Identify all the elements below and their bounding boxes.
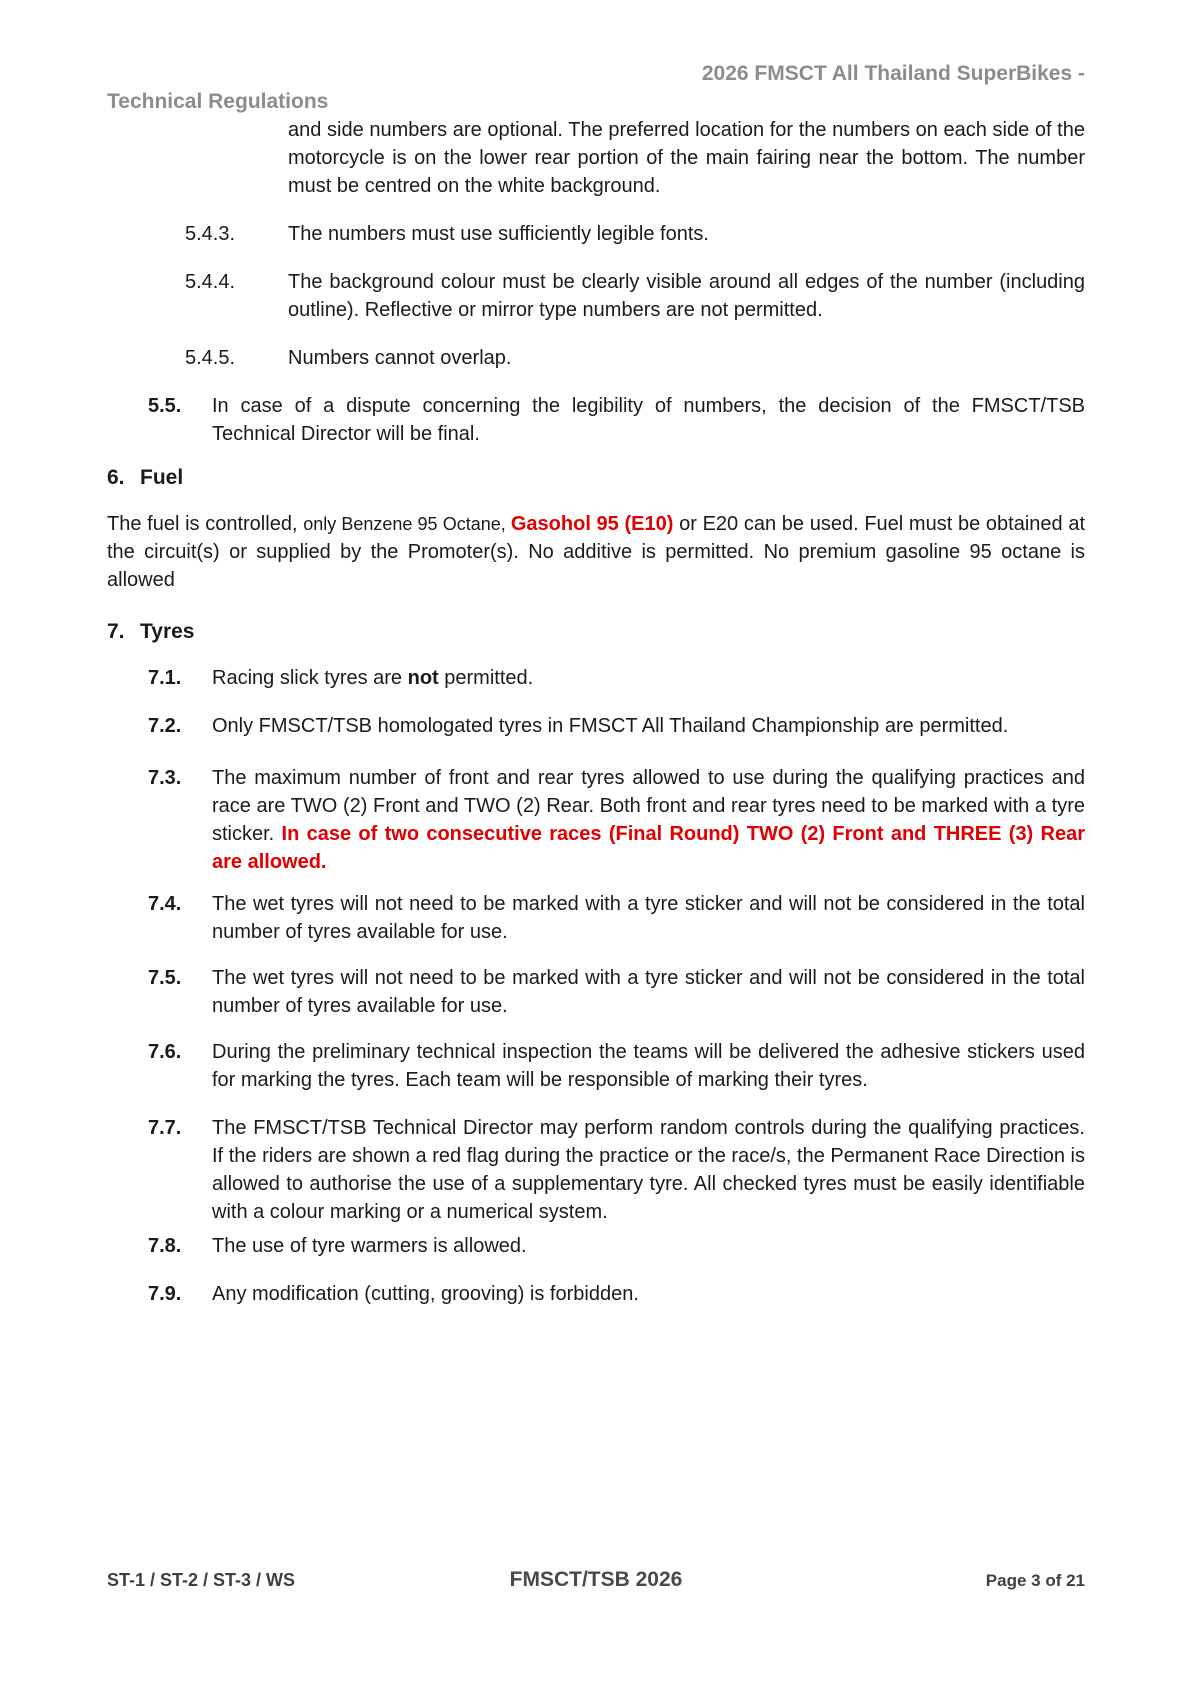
item-text: The FMSCT/TSB Technical Director may perform random controls during the qualifying practices. If the riders are shown a red flag during the practice or the race/s, the Permanent Race Direction is allowed to authorise the use of a supplementary tyre. All checked tyres must be easily identifiable with a colour marking or a numerical system. xyxy=(212,1117,1085,1223)
footer-page-number: Page 3 of 21 xyxy=(985,1571,1085,1590)
regulation-item-5-5 xyxy=(107,392,1085,448)
footer-classes: ST-1 / ST-2 / ST-3 / WS xyxy=(107,1570,296,1590)
paragraph-continuation: and side numbers are optional. The preferred location for the numbers on each side of the motorcycle is on the lower rear portion of the main fairing near the bottom. The number must be centred on the white background. xyxy=(288,119,1085,197)
regulation-item-7-3 xyxy=(107,764,1085,876)
item-number: 7.1. xyxy=(148,667,182,689)
regulation-item-7-8 xyxy=(107,1232,1085,1260)
item-text: The wet tyres will not need to be marked with a tyre sticker and will not be considered in the total number of tyres available for use. xyxy=(212,893,1085,943)
item-text: Only FMSCT/TSB homologated tyres in FMSCT All Thailand Championship are permitted. xyxy=(212,715,1009,737)
regulation-item-5-4-3 xyxy=(107,220,1085,248)
regulation-item-7-5 xyxy=(107,964,1085,1020)
item-number: 7.2. xyxy=(148,715,182,737)
regulation-item-5-4-5 xyxy=(107,344,1085,372)
item-text: The numbers must use sufficiently legible fonts. xyxy=(288,223,709,245)
item-text: Numbers cannot overlap. xyxy=(288,347,512,369)
item-text: The wet tyres will not need to be marked with a tyre sticker and will not be considered in the total number of tyres available for use. xyxy=(212,967,1085,1017)
section-title: Fuel xyxy=(140,466,184,489)
item-text: In case of a dispute concerning the legibility of numbers, the decision of the FMSCT/TSB Technical Director will be final. xyxy=(212,395,1085,445)
item-number: 7.3. xyxy=(148,767,182,789)
item-number: 5.4.3. xyxy=(185,223,236,245)
paragraph-fuel: The fuel is controlled, only Benzene 95 Octane, Gasohol 95 (E10) or E20 can be used. Fuel must be obtained at the circuit(s) or supplied by the Promoter(s). No additive is permitted. No premium gasoline 95 octane is allowed xyxy=(107,513,1085,591)
item-number: 7.4. xyxy=(148,893,182,915)
regulation-item-7-4 xyxy=(107,890,1085,946)
item-number: 7.6. xyxy=(148,1041,182,1063)
section-number: 7. xyxy=(107,620,125,643)
regulation-item-7-2 xyxy=(107,712,1085,740)
section-heading-tyres xyxy=(107,618,1085,646)
item-text: Racing slick tyres are not permitted. xyxy=(212,667,534,689)
item-number: 7.5. xyxy=(148,967,182,989)
footer-document-title: FMSCT/TSB 2026 xyxy=(509,1568,683,1591)
regulation-item-5-4-4 xyxy=(107,268,1085,324)
section-number: 6. xyxy=(107,466,125,489)
item-number: 7.7. xyxy=(148,1117,182,1139)
regulation-item-7-6 xyxy=(107,1038,1085,1094)
page-header-subtitle: Technical Regulations xyxy=(107,90,329,113)
regulation-item-7-1 xyxy=(107,664,1085,692)
item-number: 5.4.5. xyxy=(185,347,236,369)
page-footer xyxy=(107,1566,1085,1595)
item-text: Any modification (cutting, grooving) is forbidden. xyxy=(212,1283,639,1305)
item-number: 7.8. xyxy=(148,1235,182,1257)
item-text: During the preliminary technical inspection the teams will be delivered the adhesive stickers used for marking the tyres. Each team will be responsible of marking their tyres. xyxy=(212,1041,1085,1091)
item-number: 7.9. xyxy=(148,1283,182,1305)
section-heading-fuel xyxy=(107,464,1085,492)
item-text: The maximum number of front and rear tyres allowed to use during the qualifying practices and race are TWO (2) Front and TWO (2) Rear. Both front and rear tyres need to be marked with a tyre sticker. In case of two consecutive races (Final Round) TWO (2) Front and THREE (3) Rear are allowed. xyxy=(212,767,1085,873)
regulation-item-7-9 xyxy=(107,1280,1085,1308)
section-title: Tyres xyxy=(140,620,195,643)
regulation-item-7-7 xyxy=(107,1114,1085,1226)
item-number: 5.4.4. xyxy=(185,271,236,293)
item-text: The use of tyre warmers is allowed. xyxy=(212,1235,527,1257)
item-text: The background colour must be clearly visible around all edges of the number (including outline). Reflective or mirror type numbers are not permitted. xyxy=(288,271,1085,321)
item-number: 5.5. xyxy=(148,395,182,417)
page-header-title: 2026 FMSCT All Thailand SuperBikes - xyxy=(701,62,1085,85)
